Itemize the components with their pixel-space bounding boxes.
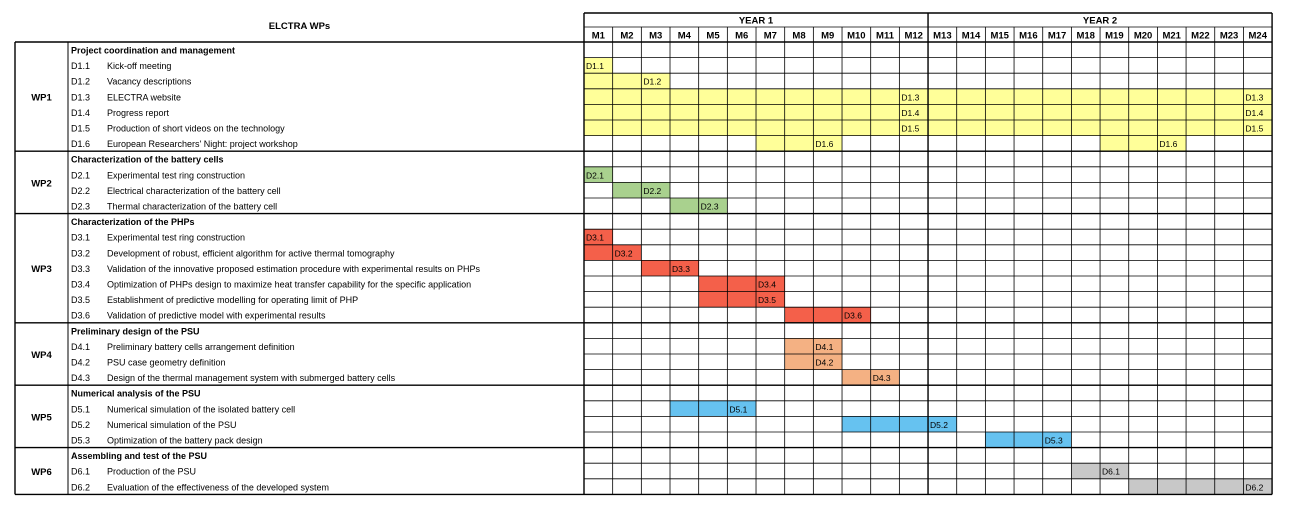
deliverable-code: D1.3 xyxy=(71,92,91,103)
deliverable-code: D1.4 xyxy=(71,107,91,118)
month-label: M2 xyxy=(620,30,634,42)
month-label: M11 xyxy=(876,30,895,42)
deliverable-name: Optimization of the battery pack design xyxy=(107,435,263,446)
month-label: M14 xyxy=(961,30,981,42)
month-label: M18 xyxy=(1076,30,1095,42)
deliverable-name: Design of the thermal management system with submerged battery cells xyxy=(107,373,396,384)
deliverable-name: Kick-off meeting xyxy=(107,61,172,72)
wp-title: Characterization of the battery cells xyxy=(71,154,224,165)
deliverable-code: D3.3 xyxy=(71,263,91,274)
deliverable-code: D4.1 xyxy=(71,341,91,352)
deliverable-name: Validation of the innovative proposed estimation procedure with experimental results on PHPs xyxy=(107,263,481,274)
wp-label: WP2 xyxy=(31,178,52,190)
deliverable-code: D1.6 xyxy=(71,139,91,150)
deliverable-name: Numerical simulation of the PSU xyxy=(107,419,237,430)
month-label: M6 xyxy=(735,30,749,42)
deliverable-code: D2.2 xyxy=(71,185,91,196)
month-label: M13 xyxy=(933,30,952,42)
milestone-label: D4.1 xyxy=(815,341,834,352)
deliverable-name: Production of the PSU xyxy=(107,466,197,477)
deliverable-code: D3.1 xyxy=(71,232,91,243)
milestone-label: D1.3 xyxy=(901,92,920,103)
milestone-label: D5.1 xyxy=(729,404,748,415)
deliverable-name: Optimization of PHPs design to maximize heat transfer capability for the specific application xyxy=(107,279,472,290)
wp-title: Preliminary design of the PSU xyxy=(71,326,200,337)
month-label: M4 xyxy=(677,30,691,42)
milestone-label: D1.5 xyxy=(1245,123,1264,134)
wp-label: WP4 xyxy=(31,350,52,361)
milestone-label: D1.6 xyxy=(1159,139,1178,150)
milestone-label: D1.1 xyxy=(586,61,604,72)
wp-label: WP5 xyxy=(31,412,52,424)
milestone-label: D1.4 xyxy=(901,107,920,118)
milestone-label: D6.2 xyxy=(1245,482,1264,493)
wp-label: WP1 xyxy=(31,92,52,104)
month-label: M20 xyxy=(1133,30,1153,42)
deliverable-code: D4.3 xyxy=(71,373,91,384)
milestone-label: D3.3 xyxy=(672,263,690,274)
deliverable-name: Production of short videos on the technology xyxy=(107,123,285,134)
deliverable-code: D3.6 xyxy=(71,310,91,321)
month-label: M5 xyxy=(706,30,720,42)
milestone-label: D1.4 xyxy=(1245,107,1264,118)
milestone-label: D4.3 xyxy=(872,373,891,384)
milestone-label: D3.6 xyxy=(844,310,862,321)
milestone-label: D2.1 xyxy=(586,170,604,181)
deliverable-name: Electrical characterization of the battery cell xyxy=(107,185,281,196)
milestone-label: D4.2 xyxy=(815,357,834,368)
month-label: M22 xyxy=(1191,30,1210,42)
milestone-label: D6.1 xyxy=(1102,466,1121,477)
deliverable-code: D3.2 xyxy=(71,248,91,259)
deliverable-code: D1.2 xyxy=(71,76,91,87)
month-label: M7 xyxy=(763,30,777,42)
month-label: M8 xyxy=(792,30,806,42)
deliverable-name: European Researchers' Night: project workshop xyxy=(107,139,298,150)
milestone-label: D5.2 xyxy=(930,419,949,430)
deliverable-name: Establishment of predictive modelling for operating limit of PHP xyxy=(107,295,359,306)
month-label: M23 xyxy=(1219,30,1239,42)
wp-label: WP3 xyxy=(31,264,52,276)
milestone-label: D3.2 xyxy=(614,248,633,259)
deliverable-name: Numerical simulation of the isolated battery cell xyxy=(107,404,296,415)
year-label: YEAR 1 xyxy=(738,15,774,27)
milestone-label: D2.2 xyxy=(643,185,662,196)
month-label: M15 xyxy=(990,30,1009,42)
milestone-label: D3.4 xyxy=(758,279,776,290)
deliverable-code: D4.2 xyxy=(71,357,91,368)
milestone-label: D2.3 xyxy=(700,201,719,212)
month-label: M3 xyxy=(649,30,663,42)
month-label: M16 xyxy=(1019,30,1038,42)
milestone-label: D5.3 xyxy=(1044,435,1063,446)
deliverable-name: Evaluation of the effectiveness of the developed system xyxy=(107,482,329,493)
deliverable-name: Experimental test ring construction xyxy=(107,170,246,181)
deliverable-name: PSU case geometry definition xyxy=(107,357,226,368)
wp-label: WP6 xyxy=(31,467,52,478)
month-label: M12 xyxy=(904,30,923,42)
wp-title: Project coordination and management xyxy=(71,45,236,56)
year-label: YEAR 2 xyxy=(1082,15,1118,27)
deliverable-code: D3.4 xyxy=(71,279,91,290)
milestone-label: D1.2 xyxy=(643,76,662,87)
month-label: M9 xyxy=(821,30,835,42)
deliverable-code: D5.1 xyxy=(71,404,91,415)
wp-title: Numerical analysis of the PSU xyxy=(71,388,201,399)
deliverable-code: D3.5 xyxy=(71,295,91,306)
milestone-label: D1.5 xyxy=(901,123,920,134)
milestone-label: D1.3 xyxy=(1245,92,1264,103)
deliverable-code: D2.3 xyxy=(71,201,91,212)
deliverable-name: Experimental test ring construction xyxy=(107,232,246,243)
deliverable-code: D1.5 xyxy=(71,123,91,134)
deliverable-name: Progress report xyxy=(107,107,170,118)
month-label: M21 xyxy=(1162,30,1181,42)
wp-title: Assembling and test of the PSU xyxy=(71,451,208,462)
milestone-label: D3.5 xyxy=(758,295,776,306)
deliverable-code: D6.1 xyxy=(71,466,91,477)
deliverable-code: D6.2 xyxy=(71,482,91,493)
month-label: M1 xyxy=(591,30,605,42)
deliverable-name: Vacancy descriptions xyxy=(107,76,192,87)
wp-title: Characterization of the PHPs xyxy=(71,217,195,228)
deliverable-code: D1.1 xyxy=(71,61,91,72)
month-label: M19 xyxy=(1105,30,1124,42)
milestone-label: D3.1 xyxy=(586,232,604,243)
deliverable-code: D5.3 xyxy=(71,435,91,446)
deliverable-name: Validation of predictive model with experimental results xyxy=(107,310,326,321)
deliverable-code: D5.2 xyxy=(71,419,91,430)
deliverable-name: Preliminary battery cells arrangement definition xyxy=(107,341,295,352)
month-label: M24 xyxy=(1248,30,1267,42)
deliverable-name: ELECTRA website xyxy=(107,92,182,103)
chart-title: ELCTRA WPs xyxy=(268,21,331,32)
deliverable-name: Development of robust, efficient algorithm for active thermal tomography xyxy=(107,248,395,259)
milestone-label: D1.6 xyxy=(815,139,834,150)
deliverable-code: D2.1 xyxy=(71,170,91,181)
month-label: M10 xyxy=(847,30,866,42)
deliverable-name: Thermal characterization of the battery cell xyxy=(107,201,278,212)
month-label: M17 xyxy=(1047,30,1067,42)
